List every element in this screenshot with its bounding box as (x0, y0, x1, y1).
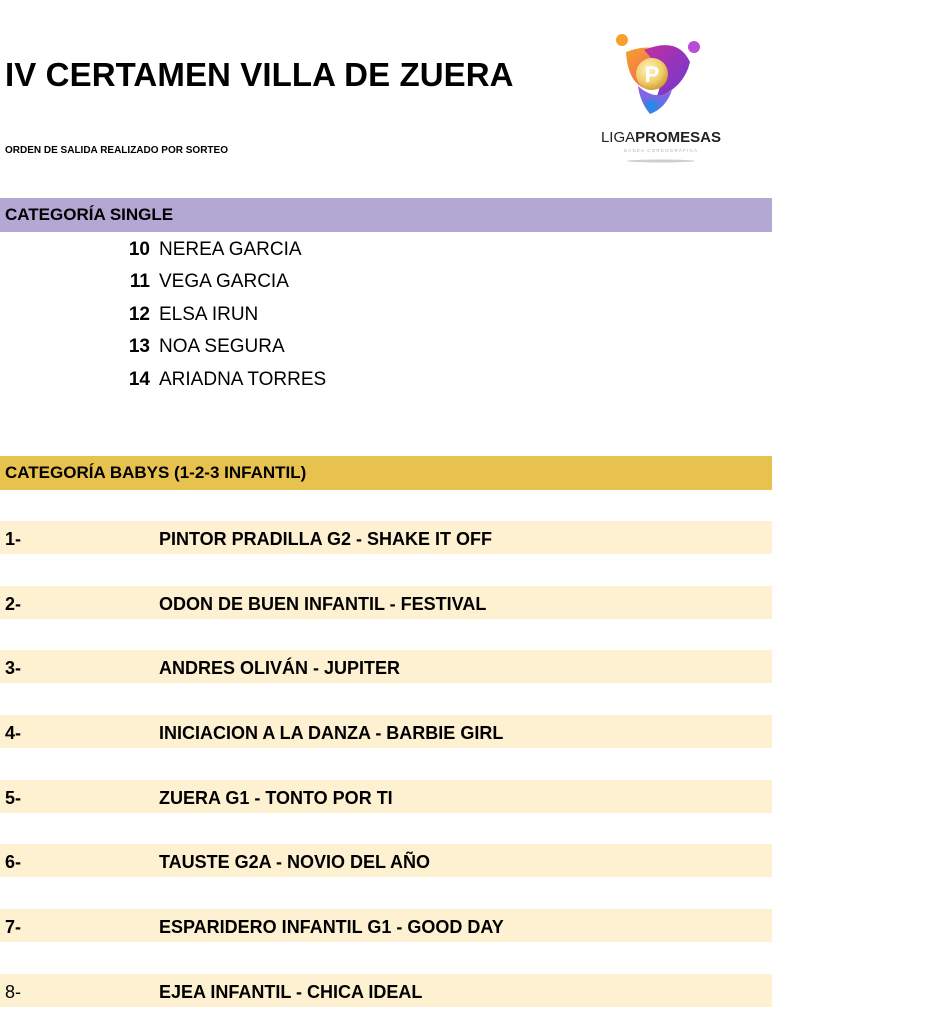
logo-tagline: DANZA COREOGRÁFICA (623, 148, 699, 153)
participant-number: 14 (128, 368, 150, 390)
table-row (0, 909, 772, 942)
order-number: 8- (5, 982, 22, 1002)
group-choreography: ZUERA G1 - TONTO POR TI (159, 788, 393, 808)
table-row (0, 780, 772, 813)
group-choreography: ESPARIDERO INFANTIL G1 - GOOD DAY (159, 917, 504, 937)
single-category-label: CATEGORÍA SINGLE (5, 205, 174, 224)
liga-promesas-logo (586, 30, 736, 170)
group-choreography: TAUSTE G2A - NOVIO DEL AÑO (159, 852, 431, 872)
participant-name: NEREA GARCIA (159, 239, 302, 260)
table-row (0, 974, 772, 1007)
order-number: 5- (5, 788, 22, 808)
table-row (0, 650, 772, 683)
participant-name: NOA SEGURA (159, 336, 285, 358)
group-choreography: INICIACION A LA DANZA - BARBIE GIRL (159, 723, 504, 743)
participant-number: 12 (128, 303, 150, 325)
single-participant-list (0, 232, 772, 394)
order-number: 2- (5, 594, 22, 614)
list-item (0, 264, 772, 296)
table-row (0, 844, 772, 877)
table-row (0, 521, 772, 554)
logo-brand-light: LIGA (600, 129, 636, 146)
single-category-header (0, 198, 772, 232)
table-row (0, 715, 772, 748)
page-title: IV CERTAMEN VILLA DE ZUERA (5, 56, 514, 93)
group-choreography: ODON DE BUEN INFANTIL - FESTIVAL (159, 594, 487, 614)
participant-number: 13 (128, 336, 150, 358)
list-item (0, 297, 772, 329)
group-choreography: EJEA INFANTIL - CHICA IDEAL (159, 982, 423, 1002)
participant-name: VEGA GARCIA (159, 271, 289, 293)
page-subtitle: ORDEN DE SALIDA REALIZADO POR SORTEO (5, 145, 228, 156)
order-number: 3- (5, 658, 22, 678)
participant-name: ARIADNA TORRES (159, 368, 327, 390)
logo-brand-bold: PROMESAS (635, 129, 722, 146)
order-number: 6- (5, 852, 22, 872)
participant-name: ELSA IRUN (159, 303, 259, 325)
babys-category-header (0, 456, 772, 490)
list-item (0, 232, 772, 264)
order-number: 7- (5, 917, 22, 937)
group-choreography: PINTOR PRADILLA G2 - SHAKE IT OFF (159, 529, 493, 549)
order-number: 4- (5, 723, 22, 743)
order-number: 1- (5, 529, 22, 549)
svg-text:LIGAPROMESAS (601, 129, 721, 146)
participant-number: 11 (129, 271, 150, 293)
table-row (0, 586, 772, 619)
list-item (0, 362, 772, 394)
participant-number: 10 (128, 239, 150, 260)
group-choreography: ANDRES OLIVÁN - JUPITER (159, 658, 401, 678)
svg-text:P: P (644, 62, 660, 87)
babys-category-label: CATEGORÍA BABYS (1-2-3 INFANTIL) (5, 463, 307, 482)
list-item (0, 329, 772, 361)
